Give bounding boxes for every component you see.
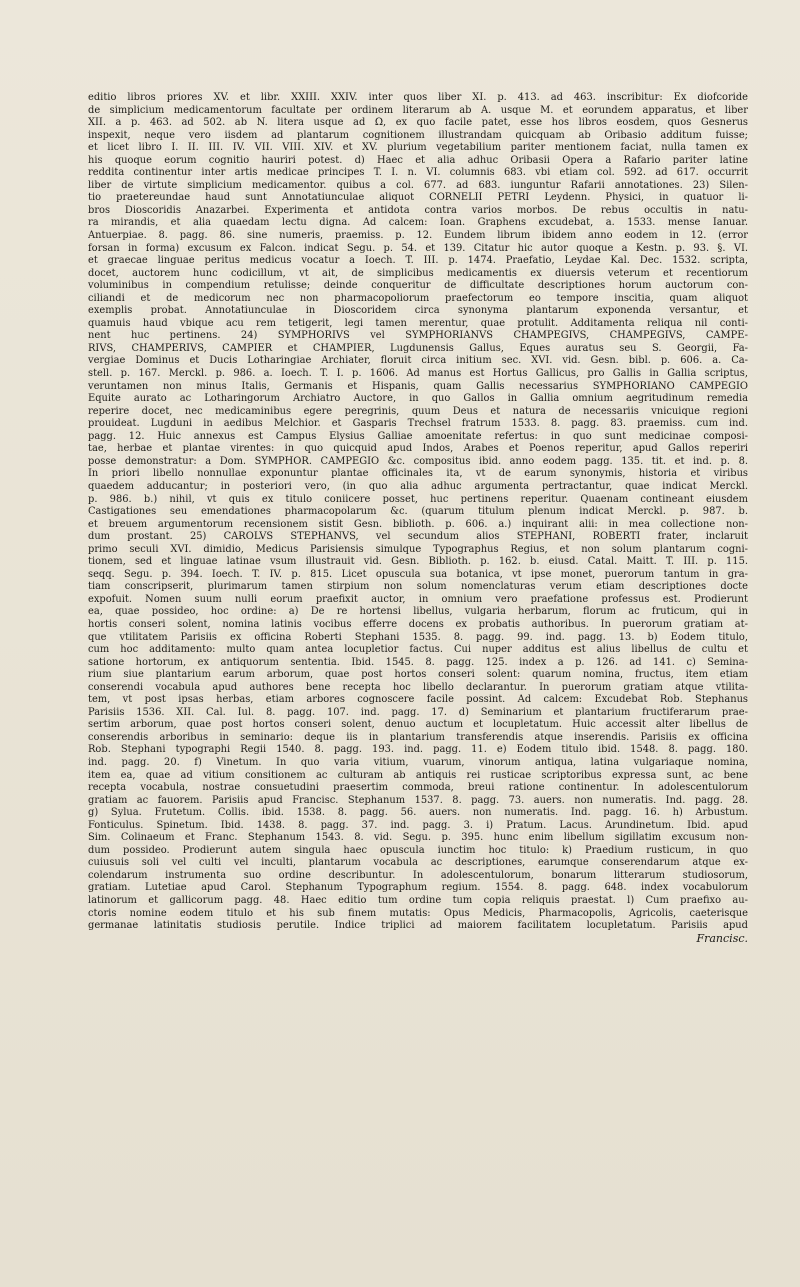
- text-line: primo seculi XVI. dimidio, Medicus Parisiensis simulque Typographus Regius, et non solum plantarum cogni-: [88, 543, 748, 555]
- text-line: voluminibus in compendium retulisse; deinde conqueritur de difficultate descriptiones horum auctorum con-: [88, 280, 748, 292]
- text-line: reperire docet, nec medicaminibus egere peregrinis, quum Deus et natura de necessariis vnicuique regioni: [88, 405, 748, 417]
- text-line: reddita continentur inter artis medicae principes T. I. n. VI. columnis 683. vbi etiam col. 592. ad 617. occurrit: [88, 167, 748, 179]
- text-line: et licet libro I. II. III. IV. VII. VIII. XIV. et XV. plurium vegetabilium pariter mentionem faciat, nulla tamen ex: [88, 142, 748, 154]
- text-line: latinorum et gallicorum pagg. 48. Haec editio tum ordine tum copia reliquis praestat. l) Cum praefixo au-: [88, 895, 748, 906]
- text-line: forsan in forma) excusum ex Falcon. indicat Segu. p. 54. et 139. Citatur hic autor quoque a Kestn. p. 93. §. VI.: [88, 242, 748, 254]
- text-line: nent huc pertinens. 24) SYMPHORIVS vel SYMPHORIANVS CHAMPEGIVS, CHAMPEGIVS, CAMPE-: [88, 330, 748, 342]
- text-line: sertim arborum, quae post hortos conseri solent, denuo auctum et locupletatum. Huic accessit alter libellus de: [88, 719, 748, 731]
- text-line: stell. p. 167. Merckl. p. 986. a. Ioech. T. I. p. 1606. Ad manus est Hortus Gallicus, pro Gallis in Gallia scriptus,: [88, 368, 748, 380]
- text-line: quaedem adducantur; in posteriori vero, (in quo alia adhuc argumenta pertractantur, quae indicat Merckl.: [88, 480, 748, 492]
- body-text: [88, 92, 748, 945]
- text-line: cum hoc additamento: multo quam antea locupletior factus. Cui nuper additus est alius libellus de cultu et: [88, 644, 748, 656]
- text-line: Sim. Colinaeum et Franc. Stephanum 1543. 8. vid. Segu. p. 395. hunc enim libellum sigillatim excusum non-: [88, 832, 748, 844]
- text-line: pagg. 12. Huic annexus est Campus Elysius Galliae amoenitate refertus: in quo sunt medicinae composi-: [88, 430, 748, 442]
- text-line: Rob. Stephani typographi Regii 1540. 8. pagg. 193. ind. pagg. 11. e) Eodem titulo ibid. 1548. 8. pagg. 180.: [88, 744, 748, 756]
- text-line: inspexit, neque vero iisdem ad plantarum cognitionem illustrandam quicquam ab Oribasio additum fuisse;: [88, 129, 748, 141]
- text-line: Antuerpiae. 8. pagg. 86. sine numeris, praemiss. p. 12. Eundem librum ibidem anno eodem in 12. (error: [88, 230, 748, 242]
- text-line: tae, herbae et plantae virentes: in quo quicquid apud Indos, Arabes et Poenos reperitur, apud Gallos reperiri: [88, 443, 748, 455]
- text-line: seqq. Segu. p. 394. Ioech. T. IV. p. 815. Licet opuscula sua botanica, vt ipse monet, puerorum tantum in gra-: [88, 568, 748, 580]
- catchword: Francisc.: [696, 931, 748, 945]
- text-line: dum possideo. Prodierunt autem singula haec opuscula iunctim hoc titulo: k) Praedium rusticum, in quo: [88, 844, 748, 856]
- text-line: item ea, quae ad vitium consitionem ac culturam ab antiquis rei rusticae scriptoribus expressa sunt, ac bene: [88, 769, 748, 781]
- text-line: recepta vocabula, nostrae consuetudini praesertim commoda, breui ratione continentur. In adolescentulorum: [88, 782, 748, 794]
- text-line: exemplis probat. Annotatiunculae in Dioscoridem circa synonyma plantarum exponenda versantur, et: [88, 305, 748, 317]
- text-line: cuiusuis soli vel culti vel inculti, plantarum vocabula ac descriptiones, earumque conserendarum atque ex-: [88, 857, 748, 869]
- text-line: ra mirandis, et alia quaedam lectu digna. Ad calcem: Ioan. Graphens excudebat, a. 1533. mense Ianuar.: [88, 217, 748, 229]
- text-line: conserendis arboribus in seminario: deque iis in plantarium transferendis atque inserendis. Parisiis ex officina: [88, 731, 748, 743]
- text-line: gratiam ac fauorem. Parisiis apud Francisc. Stephanum 1537. 8. pagg. 73. auers. non numeratis. Ind. pagg. 28.: [88, 794, 748, 806]
- text-line: ctoris nomine eodem titulo et his sub finem mutatis: Opus Medicis, Pharmacopolis, Agricolis, caeterisque: [88, 907, 748, 919]
- text-line: Parisiis 1536. XII. Cal. Iul. 8. pagg. 107. ind. pagg. 17. d) Seminarium et plantarium fructiferarum prae-: [88, 706, 748, 718]
- text-line: Equite aurato ac Lotharingorum Archiatro Auctore, in quo Gallos in Gallia omnium aegritudinum remedia: [88, 393, 748, 405]
- text-line: dum prostant. 25) CAROLVS STEPHANVS, vel secundum alios STEPHANI, ROBERTI frater, inclaruit: [88, 531, 748, 543]
- text-line: XII. a p. 463. ad 502. ab N. litera usque ad Ω, ex quo facile patet, esse hos libros eosdem, quos Gesnerus: [88, 117, 748, 129]
- text-line: ciliandi et de medicorum nec non pharmacopoliorum praefectorum eo tempore inscitia, quam aliquot: [88, 292, 748, 304]
- text-line: gratiam. Lutetiae apud Carol. Stephanum Typographum regium. 1554. 8. pagg. 648. index vocabulorum: [88, 882, 748, 894]
- text-line: expofuit. Nomen suum nulli eorum praefixit auctor, in omnium vero praefatione professus est. Prodierunt: [88, 593, 748, 605]
- text-line: quamuis haud vbique acu rem tetigerit, legi tamen merentur, quae protulit. Additamenta reliqua nil conti-: [88, 317, 748, 329]
- text-line: RIVS, CHAMPERIVS, CAMPIER et CHAMPIER, Lugdunensis Gallus, Eques auratus seu S. Georgii, Fa-: [88, 342, 748, 354]
- text-line: posse demonstratur: a Dom. SYMPHOR. CAMPEGIO &c. compositus ibid. anno eodem pagg. 135. tit. et ind. p. 8.: [88, 455, 748, 467]
- text-line: his quoque eorum cognitio hauriri potest. d) Haec et alia adhuc Oribasii Opera a Rafario pariter latine: [88, 154, 748, 166]
- text-line: conserendi vocabula apud authores bene recepta hoc libello declarantur. In puerorum gratiam atque vtilita-: [88, 681, 748, 693]
- text-line: Castigationes seu emendationes pharmacopolarum &c. (quarum titulum plenum indicat Merckl. p. 987. b.: [88, 506, 748, 518]
- text-line: ind. pagg. 20. f) Vinetum. In quo varia vitium, vuarum, vinorum antiqua, latina vulgariaque nomina,: [88, 756, 748, 768]
- text-line: et graecae linguae peritus medicus vocatur a Ioech. T. III. p. 1474. Praefatio, Leydae Kal. Dec. 1532. scripta,: [88, 255, 748, 267]
- text-line: tiam conscripserit, plurimarum tamen stirpium non solum nomenclaturas verum etiam descriptiones docte: [88, 581, 748, 593]
- text-line: tem, vt post ipsas herbas, etiam arbores cognoscere facile possint. Ad calcem: Excudebat Rob. Stephanus: [88, 694, 748, 706]
- text-line: In priori libello nonnullae exponuntur plantae officinales ita, vt de earum synonymis, historia et viribus: [88, 468, 748, 480]
- text-line: p. 986. b.) nihil, vt quis ex titulo coniicere posset, huc pertinens reperitur. Quaenam contineant eiusdem: [88, 493, 748, 505]
- text-line: editio libros priores XV. et libr. XXIII. XXIV. inter quos liber XI. p. 413. ad 463. inscribitur: Ex diofcoride: [88, 92, 748, 103]
- text-line: g) Sylua. Frutetum. Collis. ibid. 1538. 8. pagg. 56. auers. non numeratis. Ind. pagg. 16. h) Arbustum.: [88, 807, 748, 819]
- text-line: prouideat. Lugduni in aedibus Melchior. et Gasparis Trechsel fratrum 1533. 8. pagg. 83. praemiss. cum ind.: [88, 418, 748, 430]
- text-line: de simplicium medicamentorum facultate per ordinem literarum ab A. usque M. et eorundem apparatus, et liber: [88, 104, 748, 116]
- text-line: et breuem argumentorum recensionem sistit Gesn. biblioth. p. 606. a.) inquirant alii: in mea collectione non-: [88, 518, 748, 530]
- text-line: docet, auctorem hunc codicillum, vt ait, de simplicibus medicamentis ex diuersis veterum et recentiorum: [88, 267, 748, 279]
- text-line: germanae latinitatis studiosis perutile. Indice triplici ad maiorem facilitatem locupletatum. Parisiis apud: [88, 920, 748, 932]
- text-line: rium siue plantarium earum arborum, quae post hortos conseri solent: quarum nomina, fructus, item etiam: [88, 669, 748, 681]
- text-line: veruntamen non minus Italis, Germanis et Hispanis, quam Gallis necessarius SYMPHORIANO CAMPEGIO: [88, 380, 748, 392]
- text-line: ea, quae possideo, hoc ordine: a) De re hortensi libellus, vulgaria herbarum, florum ac fruticum, qui in: [88, 606, 748, 618]
- text-line: hortis conseri solent, nomina latinis vocibus efferre docens ex probatis authoribus. In puerorum gratiam at-: [88, 618, 748, 630]
- text-line: colendarum instrumenta suo ordine describuntur. In adolescentulorum, bonarum litterarum studiosorum,: [88, 869, 748, 881]
- text-line: que vtilitatem Parisiis ex officina Roberti Stephani 1535. 8. pagg. 99. ind. pagg. 13. b) Eodem titulo,: [88, 631, 748, 643]
- text-line: liber de virtute simplicium medicamentor. quibus a col. 677. ad 683. iunguntur Rafarii annotationes. 23) Silen-: [88, 179, 748, 191]
- text-line: vergiae Dominus et Ducis Lotharingiae Archiater, floruit circa initium sec. XVI. vid. Gesn. bibl. p. 606. a. Ca-: [88, 355, 748, 367]
- text-line: Fonticulus. Spinetum. Ibid. 1438. 8. pagg. 37. ind. pagg. 3. i) Pratum. Lacus. Arundinetum. Ibid. apud: [88, 819, 748, 831]
- text-line: bros Dioscoridis Anazarbei. Experimenta et antidota contra varios morbos. De rebus occultis in natu-: [88, 204, 748, 216]
- text-line: satione hortorum, ex antiquorum sententia. Ibid. 1545. 8. pagg. 125. index a p. 126. ad 141. c) Semina-: [88, 656, 748, 668]
- text-line: tionem, sed et linguae latinae vsum illustrauit vid. Gesn. Biblioth. p. 162. b. eiusd. Catal. Maitt. T. III. p. 115.: [88, 556, 748, 568]
- text-line: tio praetereundae haud sunt Annotatiunculae aliquot CORNELII PETRI Leydenn. Physici, in quatuor li-: [88, 192, 748, 204]
